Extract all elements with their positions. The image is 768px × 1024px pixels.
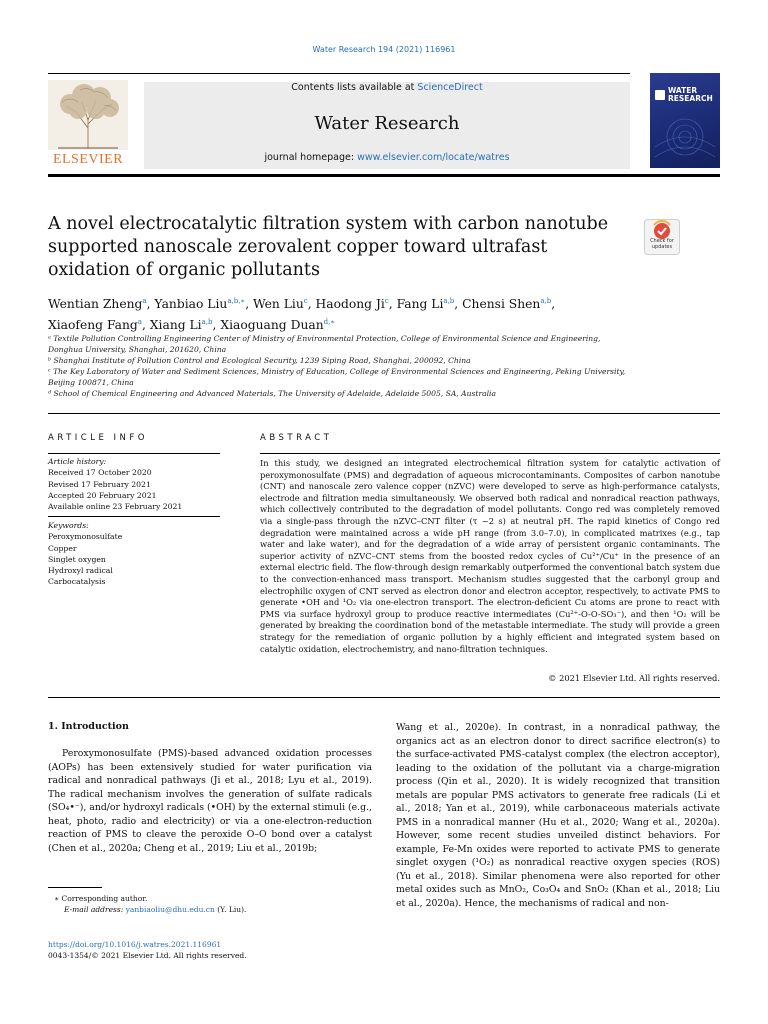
crossmark-label: Check for updates	[650, 238, 674, 250]
article-title: A novel electrocatalytic filtration system with carbon nanotube supported nanoscale zerovalent copper toward ultrafast oxidation of organic pollutants	[48, 214, 609, 280]
keywords-rule	[48, 516, 220, 517]
intro-left-paragraph: Peroxymonosulfate (PMS)-based advanced oxidation processes (AOPs) has been extensively studied for water purification via radical and nonradical pathways (Ji et al., 2018; Lyu et al., 2019). The radical mechanism involves the generation of sulfate radicals (SO₄•⁻), and/or hydroxyl radicals (•OH) by the external stimuli (e.g., heat, photo, radio and electricity) or via a one-electron-reduction reaction of PMS to cleave the peroxide O–O bond over a catalyst (Chen et al., 2020a; Cheng et al., 2019; Liu et al., 2019b;	[48, 748, 372, 854]
cover-badge-icon	[655, 90, 665, 100]
author-name[interactable]: Wentian Zheng	[48, 297, 143, 312]
abstract-copyright: © 2021 Elsevier Ltd. All rights reserved.	[548, 673, 720, 683]
author-name[interactable]: Fang Li	[396, 297, 444, 312]
journal-title: Water Research	[314, 113, 460, 134]
cover-pattern-icon	[650, 107, 720, 168]
abstract-bottom-rule	[48, 697, 720, 698]
author-affiliation-marker[interactable]: a,b	[540, 297, 552, 305]
author-name[interactable]: Wen Liu	[253, 297, 304, 312]
author-affiliation-marker[interactable]: d,∗	[323, 318, 336, 327]
abstract-text: In this study, we designed an integrated electrochemical filtration system for catalytic activation of peroxymonosulfate (PMS) and degradation of aqueous microcontaminants. Composites of carbon nanotube (CNT) and nanoscale zero valence copper (nZVC) were developed to serve as high-performance catalysts, electrode and filtration media simultaneously. We observed both radical and nonradical reaction pathways, which collectively contributed to the degradation of model pollutants. Congo red was completely removed via a single-pass through the nZVC–CNT filter (τ ~2 s) at neutral pH. The rapid kinetics of Congo red degradation were maintained across a wide pH range (from 3.0–7.0), in complicated matrixes (e.g., tap water and lake water), and for the degradation of a wide array of persistent organic contaminants. The superior activity of nZVC–CNT stems from the boosted redox cycles of Cu²⁺/Cu⁺ in the presence of an external electric field. The flow-through design remarkably outperformed the conventional batch system due to the convection-enhanced mass transport. Mechanism studies suggested that the carbonyl group and electrophilic oxygen of CNT served as electron donor and electron acceptor, respectively, to activate PMS to generate •OH and ¹O₂ via one-electron transport. The electron-deficient Cu atoms are prone to react with PMS via surface hydroxyl group to produce reactive intermediates (Cu²⁺-O-O-SO₃⁻), and then ¹O₂ will be generated by breaking the coordination bond of the metastable intermediate. The study will provide a green strategy for the remediation of organic pollution by a highly efficient and integrated system based on catalytic oxidation, electrochemistry, and nano-filtration techniques.	[260, 458, 720, 654]
history-label: Article history:	[48, 457, 107, 466]
sciencedirect-link[interactable]: ScienceDirect	[417, 82, 483, 93]
author-affiliation-marker[interactable]: a,b	[201, 318, 213, 327]
journal-reference[interactable]: Water Research 194 (2021) 116961	[312, 45, 456, 54]
history-received: Received 17 October 2020	[48, 468, 152, 478]
email-note: E-mail address: yanbiaoliu@dhu.edu.cn (Y. Liu).	[64, 905, 247, 914]
author-affiliation-marker[interactable]: a	[137, 318, 142, 327]
publisher-wordmark: ELSEVIER	[52, 152, 124, 167]
issn-copyright: 0043-1354/© 2021 Elsevier Ltd. All rights reserved.	[48, 951, 247, 960]
section-heading-introduction: 1. Introduction	[48, 721, 129, 732]
keyword-item: Peroxymonosulfate	[48, 532, 123, 542]
author-affiliation-marker[interactable]: a,b,∗	[227, 297, 246, 305]
section-divider	[48, 413, 720, 414]
author-name[interactable]: Xiaoguang Duan	[220, 318, 324, 333]
abstract-rule	[260, 453, 720, 454]
article-history	[48, 456, 220, 512]
keywords-label: Keywords:	[48, 521, 89, 530]
corresponding-author-note: ∗ Corresponding author.	[54, 894, 148, 903]
keywords-block	[48, 520, 220, 588]
author-name[interactable]: Chensi Shen	[462, 297, 541, 312]
author-line-1: Wentian Zheng$^a$, Yanbiao Liu$^{a,b,∗}$, Wen Liu$^c$, Haodong Ji$^c$, Fang Li$^{a,b}$, Chensi Shen$^{a,b}$,	[48, 297, 556, 312]
article-info-rule	[48, 453, 220, 454]
author-line-2: Xiaofeng Fang$^a$, Xiang Li$^{a,b}$, Xiaoguang Duan$^{d,∗}$	[48, 318, 336, 333]
email-link[interactable]: yanbiaoliu@dhu.edu.cn	[125, 905, 215, 914]
homepage-link[interactable]: www.elsevier.com/locate/watres	[357, 152, 510, 163]
header-top-rule	[48, 73, 630, 74]
author-name[interactable]: Yanbiao Liu	[154, 297, 228, 312]
author-affiliation-marker[interactable]: c	[384, 297, 389, 305]
history-online: Available online 23 February 2021	[48, 502, 183, 512]
author-affiliation-marker[interactable]: a	[142, 297, 147, 305]
keyword-item: Carbocatalysis	[48, 577, 106, 587]
journal-homepage: journal homepage: www.elsevier.com/locate/watres	[264, 152, 510, 163]
doi-link[interactable]: https://doi.org/10.1016/j.watres.2021.116961	[48, 940, 222, 949]
author-list	[48, 292, 648, 334]
keyword-item: Singlet oxygen	[48, 554, 106, 564]
affiliation-c: ᶜ The Key Laboratory of Water and Sediment Sciences, Ministry of Education, College of Environmental Sciences and Engineering, Peking University, Beijing 100871, China	[48, 367, 626, 387]
footnote-rule	[48, 887, 102, 888]
intro-right-paragraph: Wang et al., 2020e). In contrast, in a nonradical pathway, the organics act as an electron donor to direct sacrifice electron(s) to the surface-activated PMS-catalyst complex (the electron acceptor), leading to the oxidation of the pollutant via a charge-migration process (Qin et al., 2020). It is widely recognized that transition metals are popular PMS activators to generate free radicals (Li et al., 2018; Yan et al., 2019), while carbonaceous materials activate PMS in a nonradical manner (Hu et al., 2020; Wang et al., 2020a). However, some recent studies unveiled distinct behaviors. For example, Fe-Mn oxides were reported to activate PMS to generate singlet oxygen (¹O₂) as nonradical reactive oxygen species (ROS) (Yu et al., 2018). Similar phenomena were also reported for other metal oxides such as MnO₂, Co₃O₄ and SnO₂ (Khan et al., 2018; Liu et al., 2020a). Hence, the mechanisms of radical and non-	[396, 722, 720, 909]
author-affiliation-marker[interactable]: a,b	[443, 297, 455, 305]
history-revised: Revised 17 February 2021	[48, 479, 151, 489]
header-bottom-rule	[48, 174, 720, 177]
cover-title: WATER RESEARCH	[668, 86, 713, 103]
abstract-heading: ABSTRACT	[260, 433, 333, 443]
keyword-item: Hydroxyl radical	[48, 566, 113, 576]
author-name[interactable]: Xiaofeng Fang	[48, 318, 138, 333]
author-affiliation-marker[interactable]: c	[303, 297, 308, 305]
affiliation-b: ᵇ Shanghai Institute of Pollution Control and Ecological Security, 1239 Siping Road, Shanghai, 200092, China	[48, 356, 471, 365]
journal-cover[interactable]	[650, 73, 720, 168]
history-accepted: Accepted 20 February 2021	[48, 490, 157, 500]
article-info-heading: ARTICLE INFO	[48, 433, 148, 443]
affiliation-a: ᵃ Textile Pollution Controlling Engineering Center of Ministry of Environmental Protection, College of Environmental Science and Engineering, Donghua University, Shanghai, 201620, China	[48, 334, 601, 354]
affiliation-d: ᵈ School of Chemical Engineering and Advanced Materials, The University of Adelaide, Adelaide 5005, SA, Australia	[48, 389, 497, 398]
author-name[interactable]: Haodong Ji	[315, 297, 385, 312]
author-name[interactable]: Xiang Li	[149, 318, 202, 333]
contents-line: Contents lists available at ScienceDirect	[291, 82, 483, 93]
keyword-item: Copper	[48, 543, 77, 553]
